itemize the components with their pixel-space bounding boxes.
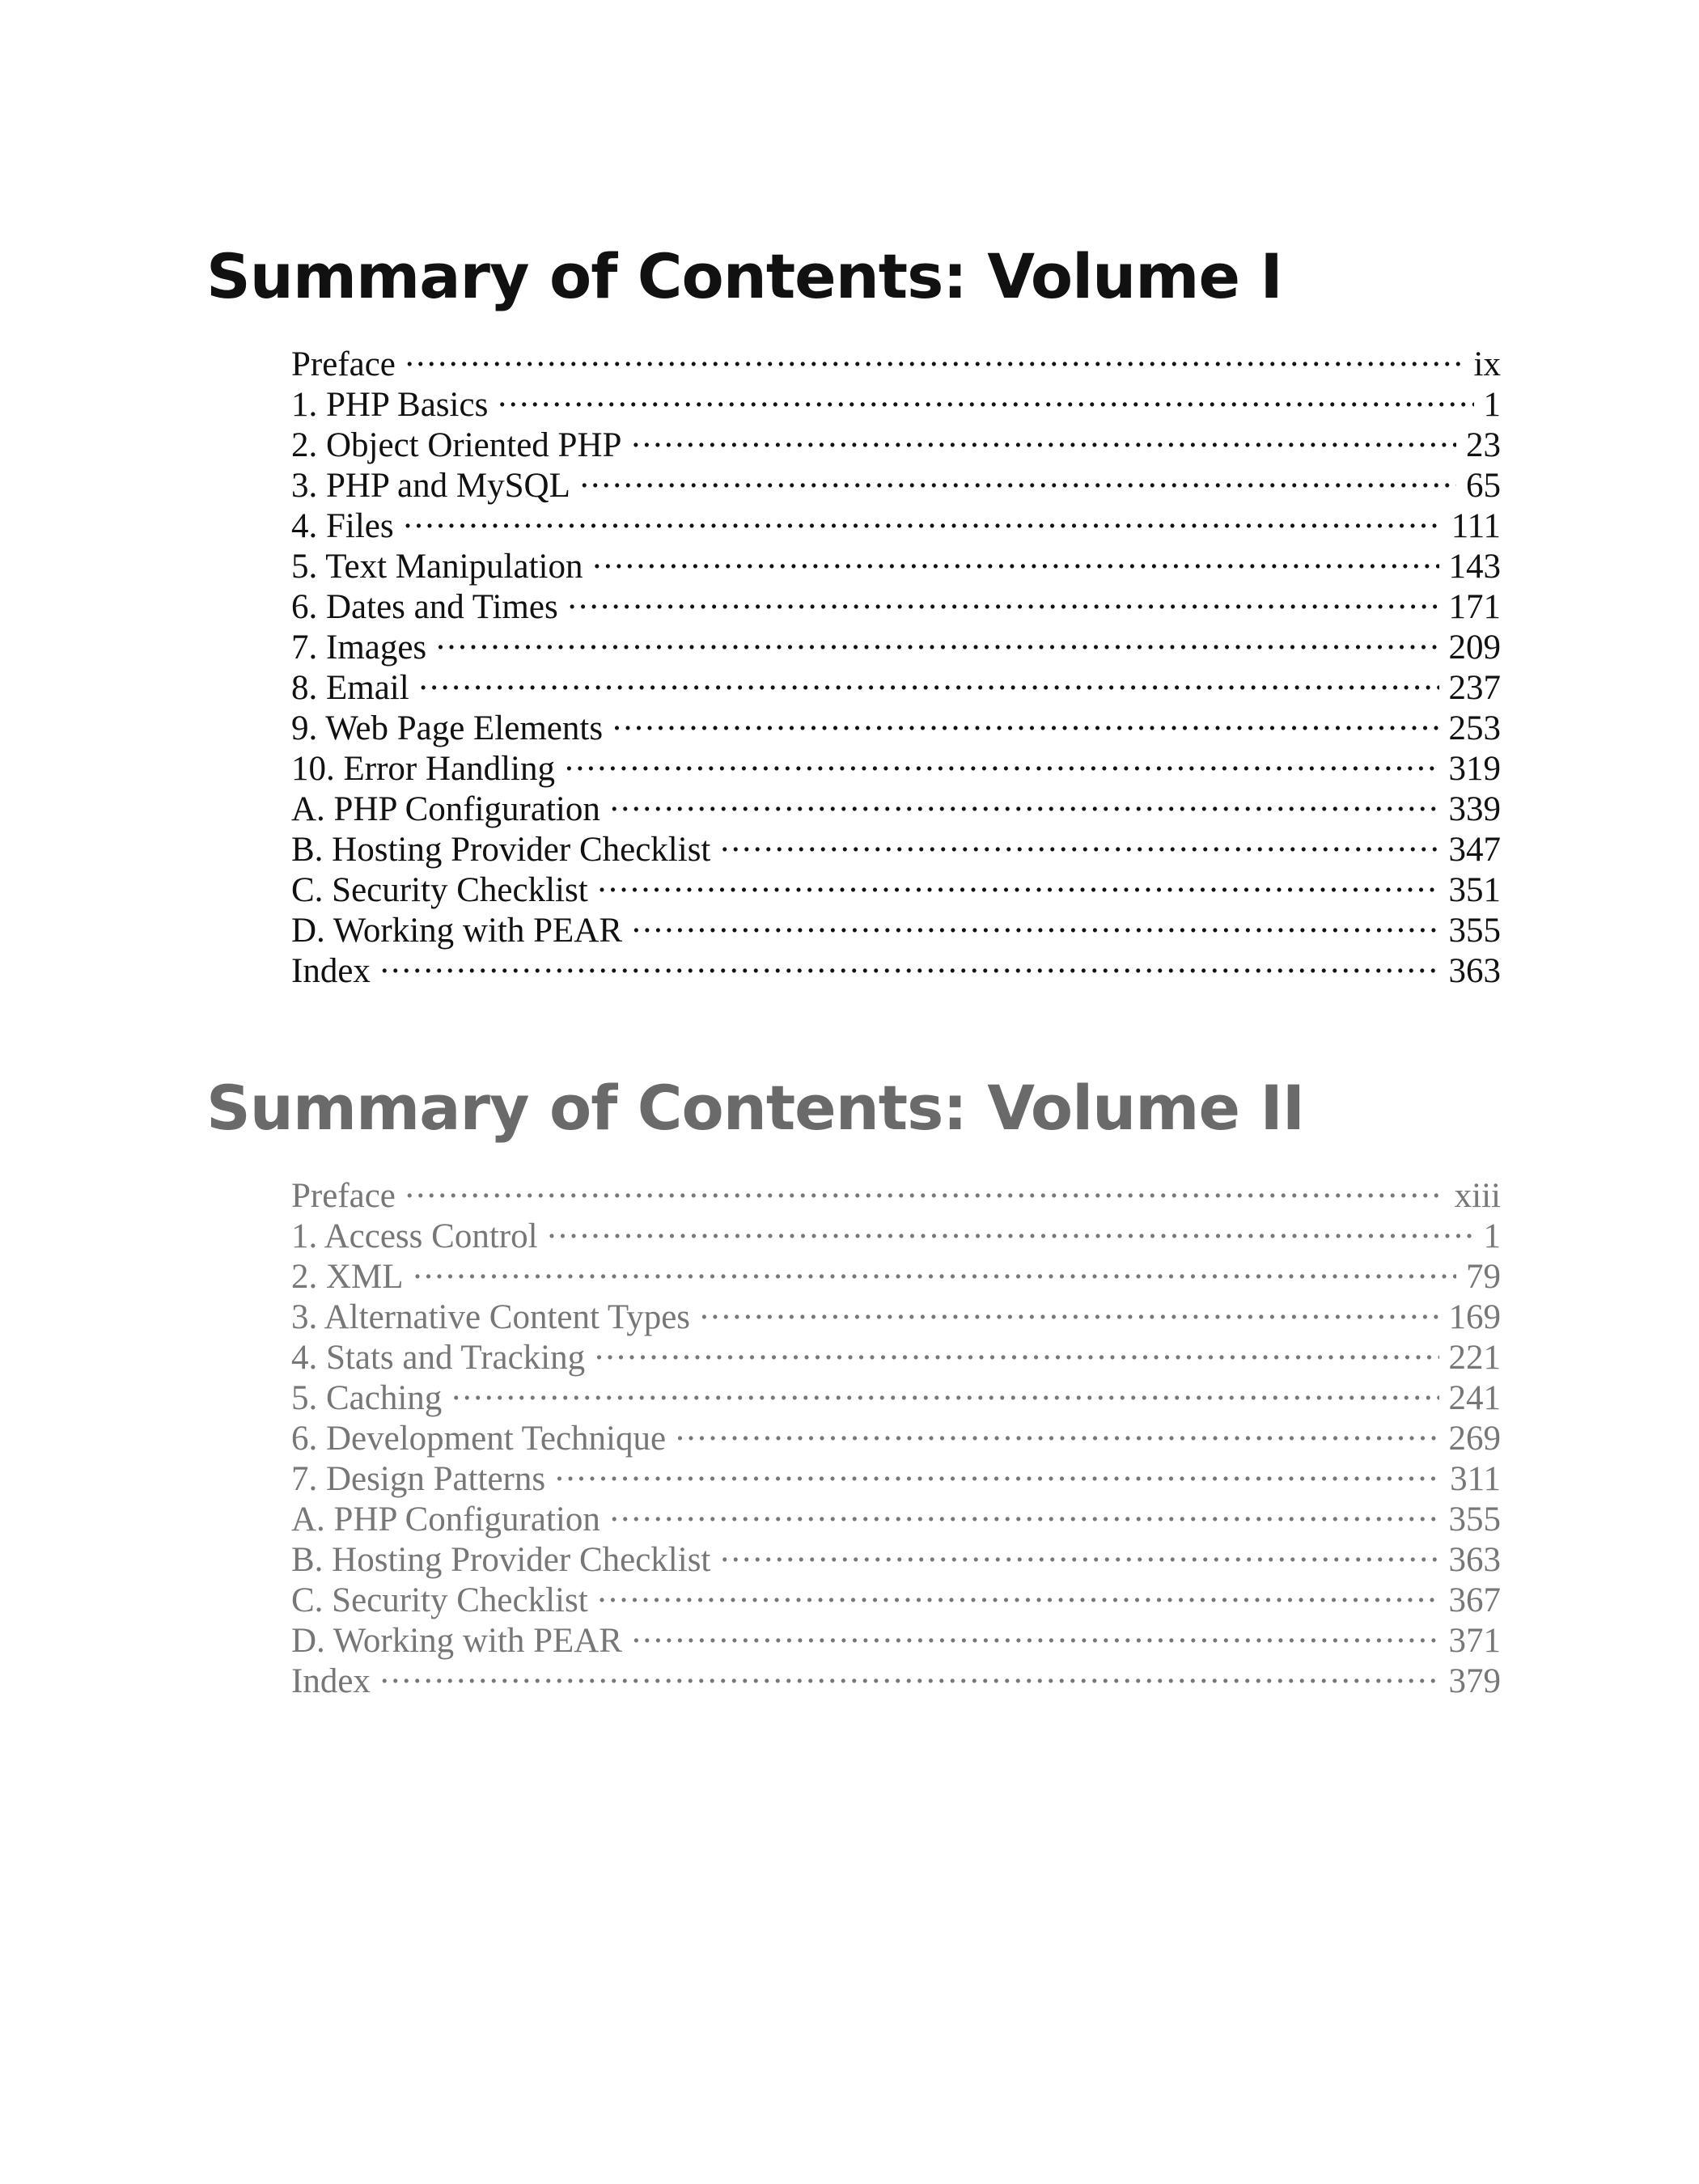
toc-entry: [291, 1652, 1501, 1700]
toc-entry-title: 9. Web Page Elements: [291, 709, 604, 747]
dot-leader: [598, 1571, 1439, 1611]
dot-leader: [555, 1450, 1440, 1490]
toc-entry: [291, 1166, 1501, 1215]
dot-leader: [548, 1207, 1474, 1247]
toc-entry-page-number: 171: [1448, 588, 1501, 626]
toc-entry-title: B. Hosting Provider Checklist: [291, 831, 711, 869]
dot-leader: [580, 456, 1456, 497]
toc-entry-title: D. Working with PEAR: [291, 912, 623, 950]
dot-leader: [413, 1247, 1456, 1288]
toc-entry: [291, 1288, 1501, 1336]
toc-entry: [291, 942, 1501, 990]
toc-entry-page-number: 143: [1448, 548, 1501, 586]
volume-2-summary: [206, 1068, 1501, 1700]
dot-leader: [676, 1409, 1438, 1450]
dot-leader: [632, 901, 1438, 942]
dot-leader: [405, 1166, 1445, 1207]
dot-leader: [498, 375, 1473, 416]
dot-leader: [592, 537, 1438, 578]
toc-entry-title: C. Security Checklist: [291, 871, 588, 909]
toc-entry-title: A. PHP Configuration: [291, 790, 600, 828]
toc-entry-page-number: 351: [1448, 871, 1501, 909]
dot-leader: [720, 820, 1438, 861]
dot-leader: [568, 578, 1439, 618]
toc-entry-title: 7. Images: [291, 629, 427, 667]
volume-2-heading: Summary of Contents: Volume II: [206, 1072, 1304, 1144]
toc-entry-page-number: 79: [1466, 1258, 1501, 1296]
toc-entry-page-number: 23: [1466, 426, 1501, 464]
toc-entry-title: 10. Error Handling: [291, 750, 556, 788]
dot-leader: [612, 699, 1438, 739]
dot-leader: [610, 1490, 1439, 1530]
toc-entry-page-number: 111: [1451, 507, 1501, 545]
toc-entry-page-number: 363: [1448, 952, 1501, 990]
toc-entry-title: 4. Stats and Tracking: [291, 1339, 586, 1377]
toc-entry-title: Preface: [291, 345, 396, 383]
toc-entry-page-number: xiii: [1454, 1177, 1501, 1215]
dot-leader: [419, 658, 1439, 699]
toc-entry-title: Preface: [291, 1177, 396, 1215]
toc-entry-title: 2. XML: [291, 1258, 404, 1296]
toc-entry-page-number: 65: [1466, 467, 1501, 505]
dot-leader: [700, 1288, 1438, 1328]
toc-entry-title: 1. PHP Basics: [291, 386, 489, 424]
toc-entry-title: Index: [291, 1662, 371, 1700]
toc-entry-title: 1. Access Control: [291, 1217, 538, 1255]
dot-leader: [610, 780, 1439, 820]
volume-2-toc-list: [291, 1166, 1501, 1700]
dot-leader: [720, 1530, 1438, 1571]
toc-entry-page-number: 311: [1450, 1460, 1501, 1498]
toc-entry-page-number: 1: [1483, 1217, 1501, 1255]
toc-entry-title: C. Security Checklist: [291, 1581, 588, 1619]
toc-entry-title: A. PHP Configuration: [291, 1500, 600, 1539]
toc-entry: [291, 1409, 1501, 1458]
toc-entry-page-number: 347: [1448, 831, 1501, 869]
dot-leader: [595, 1328, 1438, 1369]
toc-entry-page-number: 355: [1448, 912, 1501, 950]
volume-1-toc-list: [291, 335, 1501, 990]
dot-leader: [380, 1652, 1439, 1692]
toc-entry-title: 2. Object Oriented PHP: [291, 426, 622, 464]
toc-entry-page-number: 237: [1448, 669, 1501, 707]
toc-entry-page-number: 371: [1448, 1622, 1501, 1660]
toc-entry-page-number: 339: [1448, 790, 1501, 828]
dot-leader: [565, 739, 1438, 780]
toc-entry-title: 3. Alternative Content Types: [291, 1298, 691, 1336]
dot-leader: [631, 416, 1456, 456]
toc-entry-page-number: 221: [1448, 1339, 1501, 1377]
dot-leader: [632, 1611, 1438, 1652]
volume-1-summary: [206, 236, 1501, 990]
toc-entry-title: 8. Email: [291, 669, 409, 707]
toc-entry: [291, 1369, 1501, 1417]
dot-leader: [405, 335, 1464, 375]
toc-entry-page-number: 1: [1483, 386, 1501, 424]
toc-entry: [291, 658, 1501, 707]
dot-leader: [436, 618, 1438, 658]
toc-entry-page-number: 367: [1448, 1581, 1501, 1619]
toc-entry: [291, 335, 1501, 383]
toc-entry-page-number: 355: [1448, 1500, 1501, 1539]
dot-leader: [451, 1369, 1438, 1409]
dot-leader: [380, 942, 1439, 982]
toc-entry-title: 7. Design Patterns: [291, 1460, 546, 1498]
toc-entry: [291, 1207, 1501, 1255]
toc-entry: [291, 618, 1501, 667]
toc-entry: [291, 375, 1501, 424]
toc-entry-title: D. Working with PEAR: [291, 1622, 623, 1660]
toc-entry-title: 6. Dates and Times: [291, 588, 558, 626]
toc-entry-title: 5. Text Manipulation: [291, 548, 583, 586]
toc-entry-title: B. Hosting Provider Checklist: [291, 1541, 711, 1579]
toc-entry-page-number: 253: [1448, 709, 1501, 747]
volume-1-heading: Summary of Contents: Volume I: [206, 240, 1282, 312]
toc-entry: [291, 537, 1501, 586]
toc-entry: [291, 497, 1501, 545]
toc-entry-title: 6. Development Technique: [291, 1420, 667, 1458]
toc-entry-page-number: 363: [1448, 1541, 1501, 1579]
toc-entry-page-number: 269: [1448, 1420, 1501, 1458]
toc-entry-page-number: 169: [1448, 1298, 1501, 1336]
toc-entry-page-number: 379: [1448, 1662, 1501, 1700]
toc-entry-title: 3. PHP and MySQL: [291, 467, 570, 505]
toc-entry-title: 4. Files: [291, 507, 394, 545]
toc-entry-title: 5. Caching: [291, 1379, 443, 1417]
toc-entry-page-number: 319: [1448, 750, 1501, 788]
dot-leader: [404, 497, 1442, 537]
toc-entry: [291, 699, 1501, 747]
dot-leader: [598, 861, 1439, 901]
toc-entry-page-number: 241: [1448, 1379, 1501, 1417]
toc-entry-page-number: ix: [1473, 345, 1501, 383]
toc-entry-title: Index: [291, 952, 371, 990]
toc-entry-page-number: 209: [1448, 629, 1501, 667]
toc-entry: [291, 1247, 1501, 1296]
